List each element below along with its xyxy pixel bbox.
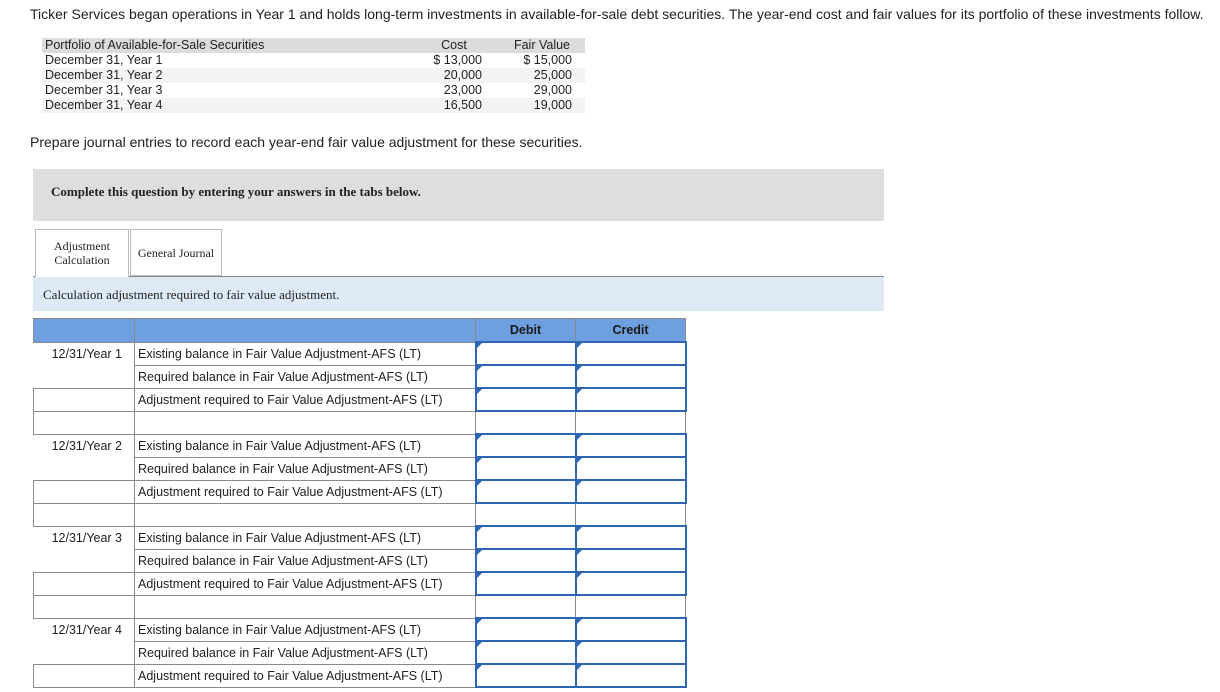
portfolio-row	[42, 53, 585, 68]
table-row	[34, 457, 686, 480]
header-desc-cell	[135, 319, 476, 343]
portfolio-row	[42, 98, 585, 113]
table-row	[34, 434, 686, 457]
credit-header: Credit	[576, 319, 686, 343]
row-date-empty	[34, 549, 135, 572]
spacer-cell	[576, 503, 686, 526]
debit-input[interactable]	[476, 342, 576, 365]
row-description: Adjustment required to Fair Value Adjustment-AFS (LT)	[135, 664, 476, 687]
portfolio-row-fair-value: 29,000	[533, 83, 572, 97]
table-row	[34, 549, 686, 572]
row-description: Existing balance in Fair Value Adjustment-AFS (LT)	[135, 342, 476, 365]
credit-input[interactable]	[576, 664, 686, 687]
portfolio-header-label: Portfolio of Available-for-Sale Securities	[45, 38, 265, 52]
spacer-cell	[135, 411, 476, 434]
table-row	[34, 572, 686, 595]
calculation-title: Calculation adjustment required to fair value adjustment.	[43, 287, 340, 302]
spacer-row	[34, 411, 686, 434]
problem-intro: Ticker Services began operations in Year 1 and holds long-term investments in available-for-sale debt securities. The year-end cost and fair values for its portfolio of these investments follow.	[30, 6, 1204, 22]
spacer-cell	[34, 595, 135, 618]
credit-input[interactable]	[576, 526, 686, 549]
credit-input[interactable]	[576, 618, 686, 641]
portfolio-row-fair-value: 25,000	[533, 68, 572, 82]
spacer-cell	[576, 595, 686, 618]
row-date-empty	[34, 641, 135, 664]
table-row	[34, 618, 686, 641]
tab-adjustment-line1: Adjustment	[54, 239, 110, 253]
row-date: 12/31/Year 2	[51, 438, 122, 453]
spacer-cell	[476, 411, 576, 434]
spacer-cell	[34, 411, 135, 434]
table-row	[34, 480, 686, 503]
row-description: Existing balance in Fair Value Adjustment-AFS (LT)	[135, 434, 476, 457]
spacer-cell	[34, 503, 135, 526]
portfolio-header	[42, 38, 585, 53]
spacer-cell	[476, 595, 576, 618]
row-description: Required balance in Fair Value Adjustment-AFS (LT)	[135, 457, 476, 480]
spacer-cell	[476, 503, 576, 526]
table-row	[34, 526, 686, 549]
row-date-empty	[34, 365, 135, 388]
row-date: 12/31/Year 4	[51, 622, 122, 637]
complete-banner	[33, 169, 884, 221]
credit-input[interactable]	[576, 480, 686, 503]
debit-input[interactable]	[476, 457, 576, 480]
credit-input[interactable]	[576, 549, 686, 572]
instructions: Prepare journal entries to record each year-end fair value adjustment for these securities.	[30, 134, 583, 150]
portfolio-row	[42, 68, 585, 83]
portfolio-row-label: December 31, Year 1	[45, 53, 163, 67]
row-description: Adjustment required to Fair Value Adjustment-AFS (LT)	[135, 480, 476, 503]
debit-input[interactable]	[476, 618, 576, 641]
portfolio-header-fair-value: Fair Value	[513, 38, 571, 52]
tab-adjustment-calculation[interactable]	[35, 229, 129, 277]
debit-input[interactable]	[476, 480, 576, 503]
credit-input[interactable]	[576, 342, 686, 365]
portfolio-row-cost: 20,000	[443, 68, 482, 82]
credit-input[interactable]	[576, 434, 686, 457]
credit-input[interactable]	[576, 572, 686, 595]
credit-input[interactable]	[576, 641, 686, 664]
spacer-cell	[576, 411, 686, 434]
portfolio-row-fair-value: $ 15,000	[523, 53, 572, 67]
spacer-cell	[135, 503, 476, 526]
row-date: 12/31/Year 1	[51, 346, 122, 361]
debit-input[interactable]	[476, 365, 576, 388]
portfolio-row-label: December 31, Year 2	[45, 68, 163, 82]
debit-input[interactable]	[476, 664, 576, 687]
header-date-cell	[34, 319, 135, 343]
row-date-empty	[34, 664, 135, 687]
row-description: Required balance in Fair Value Adjustment-AFS (LT)	[135, 549, 476, 572]
portfolio-row-label: December 31, Year 4	[45, 98, 163, 112]
table-row	[34, 365, 686, 388]
table-row	[34, 342, 686, 365]
complete-banner-text: Complete this question by entering your answers in the tabs below.	[51, 184, 421, 199]
row-description: Adjustment required to Fair Value Adjustment-AFS (LT)	[135, 388, 476, 411]
portfolio-header-cost: Cost	[441, 38, 467, 52]
credit-input[interactable]	[576, 365, 686, 388]
spacer-row	[34, 503, 686, 526]
portfolio-row-fair-value: 19,000	[533, 98, 572, 112]
spacer-cell	[135, 595, 476, 618]
table-row	[34, 641, 686, 664]
tab-general-journal[interactable]	[130, 229, 222, 276]
row-description: Existing balance in Fair Value Adjustment-AFS (LT)	[135, 618, 476, 641]
credit-input[interactable]	[576, 457, 686, 480]
debit-header: Debit	[476, 319, 576, 343]
debit-input[interactable]	[476, 434, 576, 457]
portfolio-row-cost: $ 13,000	[433, 53, 482, 67]
portfolio-row-cost: 23,000	[443, 83, 482, 97]
portfolio-row-cost: 16,500	[443, 98, 482, 112]
table-row	[34, 388, 686, 411]
row-date: 12/31/Year 3	[51, 530, 122, 545]
row-date-empty	[34, 457, 135, 480]
table-header	[34, 319, 686, 343]
row-description: Adjustment required to Fair Value Adjustment-AFS (LT)	[135, 572, 476, 595]
portfolio-table	[42, 38, 585, 113]
tab-general-journal-label: General Journal	[137, 246, 215, 260]
row-date-empty	[34, 572, 135, 595]
adjustment-table	[33, 318, 687, 688]
row-date-empty	[34, 388, 135, 411]
debit-input[interactable]	[476, 641, 576, 664]
tab-adjustment-line2: Calculation	[54, 253, 110, 267]
row-description: Required balance in Fair Value Adjustment-AFS (LT)	[135, 641, 476, 664]
table-row	[34, 664, 686, 687]
row-description: Required balance in Fair Value Adjustment-AFS (LT)	[135, 365, 476, 388]
debit-input[interactable]	[476, 549, 576, 572]
debit-input[interactable]	[476, 526, 576, 549]
spacer-row	[34, 595, 686, 618]
credit-input[interactable]	[576, 388, 686, 411]
debit-input[interactable]	[476, 388, 576, 411]
portfolio-row-label: December 31, Year 3	[45, 83, 163, 97]
debit-input[interactable]	[476, 572, 576, 595]
portfolio-row	[42, 83, 585, 98]
row-description: Existing balance in Fair Value Adjustment-AFS (LT)	[135, 526, 476, 549]
calculation-title-bar	[33, 277, 884, 311]
row-date-empty	[34, 480, 135, 503]
